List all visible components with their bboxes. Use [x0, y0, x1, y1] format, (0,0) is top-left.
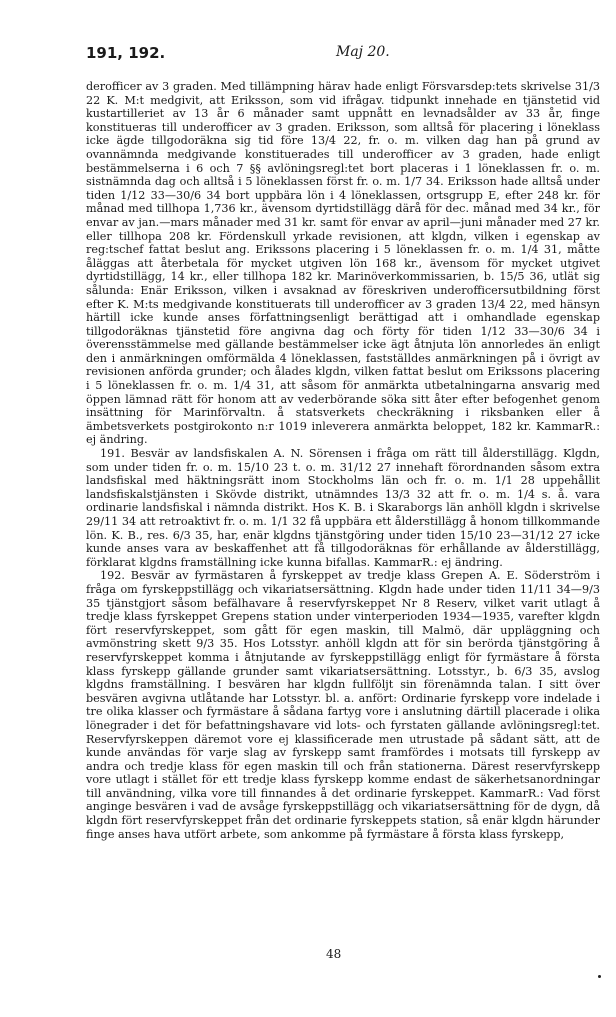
paragraph-191: 191. Besvär av landsfiskalen A. N. Sörensen i fråga om rätt till ålderstillägg. Klgdn, som under tiden fr. o. m. 15/10 23 t. o. m. 31/12 27 innehaft förordnanden såsom extra landsfiskal med häktningsrätt inom Stockholms län och fr. o. m. 1/1 28 uppehållit landsfiskalstjänsten i Skövde distrikt, utnämndes 13/3 32 att fr. o. m. 1/4 s. å. vara ordinarie landsfiskal i nämnda distrikt. Hos K. B. i Skaraborgs län anhöll klgdn i skrivelse 29/11 34 att retroaktivt fr. o. m. 1/1 32 få uppbära ett ålderstillägg å honom tillkommande lön. K. B., res. 6/3 35, har, enär klgdns tjänstgöring under tiden 15/10 23—31/12 27 icke kunde anses vara av beskaffenhet att få tillgodoräknas för erhållande av ålderstillägg, förklarat klgdns framställning icke kunna bifallas. KammarR.: ej ändring. [86, 447, 600, 569]
section-range: 191, 192. [86, 44, 166, 62]
body-text [86, 80, 600, 841]
running-header [86, 44, 596, 68]
paragraph-192: 192. Besvär av fyrmästaren å fyrskeppet av tredje klass Grepen A. E. Söderström i fråga om fyrskeppstillägg och vikariatsersättning. Klgdn hade under tiden 11/11 34—9/3 35 tjänstgjort såsom befälhavare å reservfyrskeppet Nr 8 Reserv, vilket varit utlagt å tredje klass fyrskeppet Grepens station under vinterperioden 1934—1935, varefter klgdn fört reservfyrskeppet, som gått för egen maskin, till Malmö, där uppläggning och avmönstring skett 9/3 35. Hos Lotsstyr. anhöll klgdn att för sin berörda tjänstgöring å reservfyrskeppet komma i åtnjutande av fyrskeppstillägg enligt för fyrmästare å första klass fyrskepp gällande grunder samt vikariatsersättning. Lotsstyr., b. 6/3 35, avslog klgdns framställning. I besvären har klgdn fullföljt sin förenämnda talan. I sitt över besvären avgivna utlåtande har Lotsstyr. bl. a. anfört: Ordinarie fyrskepp vore indelade i tre olika klasser och fyrmästare å sådana fartyg vore i anslutning därtill placerade i olika lönegrader i det för befattningshavare vid lots- och fyrstaten gällande avlöningsregl:tet. Reservfyrskeppen däremot vore ej klassificerade men utrustade på sådant sätt, att de kunde användas för varje slag av fyrskepp samt framfördes i motsats till fyrskepp av andra och tredje klass för egen maskin till och från stationerna. Därest reservfyrskepp vore utlagt i stället för ett tredje klass fyrskepp komme endast de säkerhetsanordningar till användning, vilka vore till finnandes å det ordinarie fyrskeppet. KammarR.: Vad först anginge besvären i vad de avsåge fyrskeppstillägg och vikariatsersättning för de dygn, då klgdn fört reservfyrskeppet från det ordinarie fyrskeppets station, så enär klgdn härunder finge anses hava utfört arbete, som ankomme på fyrmästare å första klass fyrskepp, [86, 569, 600, 841]
scan-speck [598, 975, 601, 978]
header-date: Maj 20. [336, 44, 390, 60]
page-number: 48 [326, 947, 342, 961]
paragraph-continuation: derofficer av 3 graden. Med tillämpning härav hade enligt Försvarsdep:tets skrivelse 31/3 22 K. M:t medgivit, att Eriksson, som vid ifrågav. tidpunkt innehade en tjänstetid vid kustartilleriet av 13 år 6 månader samt uppnått en levnadsålder av 33 år, finge konstitueras till underofficer av 3 graden. Eriksson, som alltså för placering i löneklass icke ägde tillgodoräkna sig tid före 13/4 22, fr. o. m. vilken dag han på grund av ovannämnda medgivande konstituerades till underofficer av 3 graden, hade enligt bestämmelserna i 6 och 7 §§ avlöningsregl:tet bort placeras i 1 löneklassen fr. o. m. sistnämnda dag och alltså i 5 löneklassen först fr. o. m. 1/7 34. Eriksson hade alltså under tiden 1/12 33—30/6 34 bort uppbära lön i 4 löneklassen, ortsgrupp E, efter 248 kr. för månad med tillhopa 1,736 kr., ävensom dyrtidstillägg därå för dec. månad med 34 kr., för envar av jan.—mars månader med 31 kr. samt för envar av april—juni månader med 27 kr. eller tillhopa 208 kr. Fördenskull yrkade revisionen, att klgdn, vilken i egenskap av reg:tschef fattat beslut ang. Erikssons placering i 5 löneklassen fr. o. m. 1/4 31, måtte åläggas att återbetala för mycket utgiven lön 168 kr., ävensom för mycket utgivet dyrtidstillägg, 14 kr., eller tillhopa 182 kr. Marinöverkommissarien, b. 15/5 36, utlät sig sålunda: Enär Eriksson, vilken i avsaknad av föreskriven underofficersutbildning först efter K. M:ts medgivande konstituerats till underofficer av 3 graden 13/4 22, med hänsyn härtill icke kunde anses författningsenligt berättigad att i omhandlade egenskap tillgodoräknas tjänstetid före angivna dag och förty för tiden 1/12 33—30/6 34 i överensstämmelse med gällande bestämmelser icke ägt åtnjuta lön annorledes än enligt den i anmärkningen omförmälda 4 löneklassen, fastställdes anmärkningen på i övrigt av revisionen anförda grunder; och ålades klgdn, vilken fattat beslut om Erikssons placering i 5 löneklassen fr. o. m. 1/4 31, att såsom för anmärkta utbetalningarna ansvarig med öppen lämnad rätt för honom att av vederbörande söka sitt åter efter befogenhet genom insättning för Marinförvaltn. å statsverkets checkräkning i riksbanken eller å ämbetsverkets postgirokonto n:r 1019 inleverera anmärkta beloppet, 182 kr. KammarR.: ej ändring. [86, 80, 600, 447]
document-page [70, 0, 600, 1017]
